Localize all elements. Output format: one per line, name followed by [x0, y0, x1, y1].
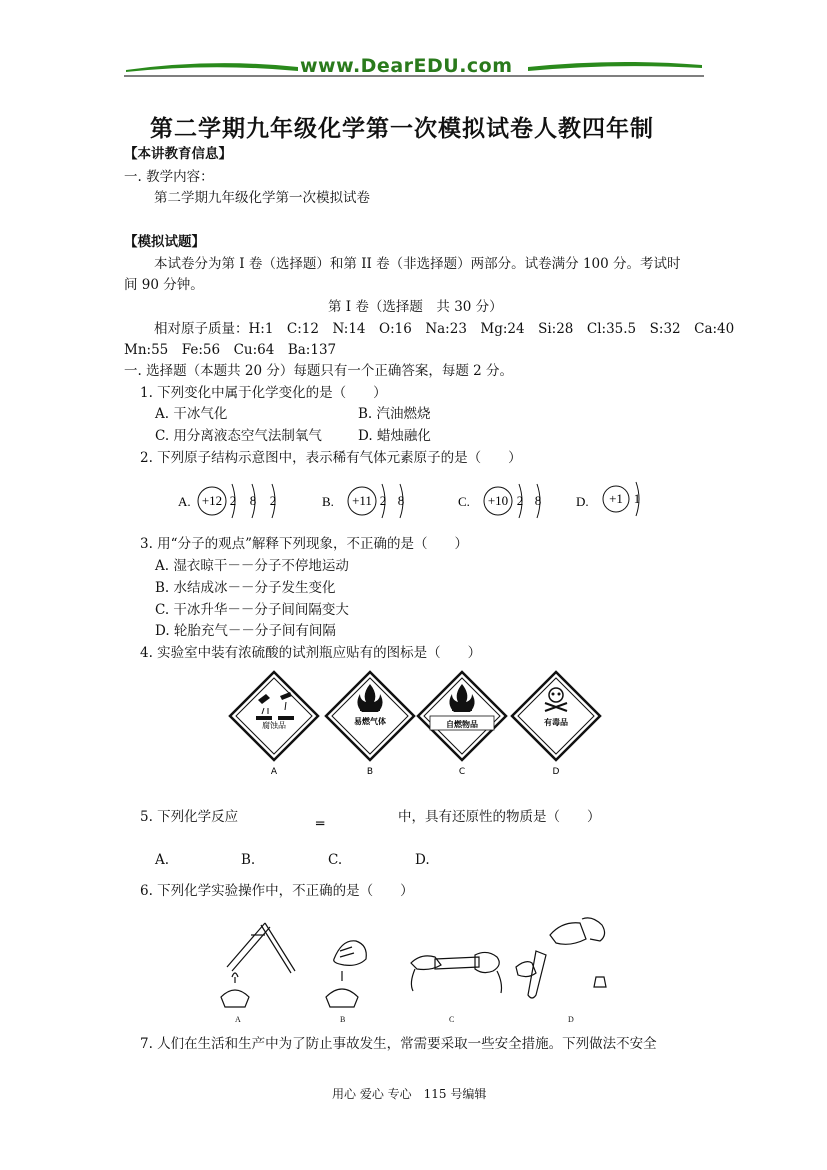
q1-option-c: C. 用分离液态空气法制氧气 [155, 428, 322, 444]
intro-line-1: 本试卷分为第 I 卷（选择题）和第 II 卷（非选择题）两部分。试卷满分 100 分。考试时 [154, 256, 681, 272]
lab-op-a [221, 923, 295, 1024]
atom-d [576, 482, 640, 516]
atom-a-letter: A. [178, 494, 191, 509]
page-footer: 用心 爱心 专心 115 号编辑 [332, 1087, 487, 1101]
sign-c-label: 自燃物品 [446, 720, 478, 729]
hazard-sign-b [326, 672, 414, 777]
atom-d-letter: D. [576, 494, 589, 509]
atom-a-shell-3: 2 [269, 493, 277, 508]
section-heading-test: 【模拟试题】 [124, 234, 205, 250]
q3-option-c: C. 干冰升华－－分子间间隔变大 [155, 602, 349, 618]
q5-option-b: B. [241, 852, 256, 868]
atom-a-shell-2: 8 [249, 493, 257, 508]
page-title: 第二学期九年级化学第一次模拟试卷人教四年制 [150, 115, 654, 142]
sign-d-letter: D [552, 767, 560, 777]
q2-atom-diagrams [170, 476, 650, 524]
q1-stem: 1. 下列变化中属于化学变化的是（ ） [140, 385, 387, 401]
q5-option-d: D. [415, 852, 430, 868]
q1-option-b: B. 汽油燃烧 [358, 406, 431, 422]
q4-hazard-signs [228, 670, 608, 778]
atom-c-letter: C. [458, 494, 470, 509]
atomic-mass-line-2: Mn:55 Fe:56 Cu:64 Ba:137 [124, 342, 337, 358]
hazard-sign-a [230, 672, 318, 777]
atom-c-shell-2: 8 [534, 493, 542, 508]
lab-op-b-letter: B [340, 1015, 346, 1024]
intro-line-2: 间 90 分钟。 [124, 277, 204, 293]
q6-lab-operation-images [205, 905, 625, 1027]
teach-content: 第二学期九年级化学第一次模拟试卷 [154, 190, 370, 206]
atom-a-nucleus: +12 [201, 493, 223, 508]
hazard-sign-d [512, 672, 600, 777]
q5-option-c: C. [328, 852, 343, 868]
lab-op-c-letter: C [449, 1015, 455, 1024]
lab-op-d [516, 918, 606, 1024]
atom-b [322, 484, 404, 518]
part1-heading: 一. 选择题（本题共 20 分）每题只有一个正确答案，每题 2 分。 [124, 363, 514, 379]
sign-a-letter: A [270, 767, 278, 777]
q5-stem-left: 5. 下列化学反应 [140, 809, 239, 825]
section-heading-info: 【本讲教育信息】 [124, 146, 232, 162]
q1-option-d: D. 蜡烛融化 [358, 428, 431, 444]
sign-a-label: 腐蚀品 [262, 721, 286, 730]
atomic-mass-line-1: 相对原子质量：H:1 C:12 N:14 O:16 Na:23 Mg:24 Si:28 Cl:35.5 S:32 Ca:40 [154, 321, 735, 337]
sign-d-label: 有毒品 [544, 718, 568, 727]
atom-b-letter: B. [322, 494, 334, 509]
q5-equals-sign: ═ [316, 816, 325, 832]
q1-option-a: A. 干冰气化 [155, 406, 228, 422]
atom-c-shell-1: 2 [516, 493, 524, 508]
q6-stem: 6. 下列化学实验操作中，不正确的是（ ） [140, 883, 414, 899]
q2-stem: 2. 下列原子结构示意图中，表示稀有气体元素原子的是（ ） [140, 450, 522, 466]
lab-op-c [411, 952, 502, 1024]
lab-op-b [326, 941, 366, 1024]
teach-content-label: 一. 教学内容： [124, 169, 214, 185]
sign-c-letter: C [458, 767, 466, 777]
q4-stem: 4. 实验室中装有浓硫酸的试剂瓶应贴有的图标是（ ） [140, 645, 482, 661]
atom-d-shell-1: 1 [633, 491, 641, 506]
atom-c-nucleus: +10 [487, 493, 509, 508]
q3-option-a: A. 湿衣晾干－－分子不停地运动 [155, 558, 349, 574]
site-logo-text: www.DearEDU.com [300, 55, 513, 77]
atom-a-shell-1: 2 [229, 493, 237, 508]
q7-stem: 7. 人们在生活和生产中为了防止事故发生，常需要采取一些安全措施。下列做法不安全 [140, 1036, 657, 1052]
atom-c [458, 484, 541, 518]
atom-b-shell-2: 8 [397, 493, 405, 508]
atom-d-nucleus: +1 [609, 491, 623, 506]
atom-a [178, 484, 276, 518]
q3-option-b: B. 水结成冰－－分子发生变化 [155, 580, 336, 596]
lab-op-d-letter: D [568, 1015, 574, 1024]
atom-b-shell-1: 2 [379, 493, 387, 508]
q5-option-a: A. [155, 852, 170, 868]
hazard-sign-c [418, 672, 506, 777]
q3-option-d: D. 轮胎充气－－分子间有间隔 [155, 623, 336, 639]
volume-heading: 第 I 卷（选择题 共 30 分） [328, 299, 503, 315]
q5-stem-right: 中，具有还原性的物质是（ ） [398, 809, 601, 825]
sign-b-letter: B [366, 767, 374, 777]
q3-stem: 3. 用“分子的观点”解释下列现象，不正确的是（ ） [140, 536, 468, 552]
lab-op-a-letter: A [235, 1015, 241, 1024]
sign-b-label: 易燃气体 [354, 717, 386, 726]
atom-b-nucleus: +11 [352, 493, 372, 508]
